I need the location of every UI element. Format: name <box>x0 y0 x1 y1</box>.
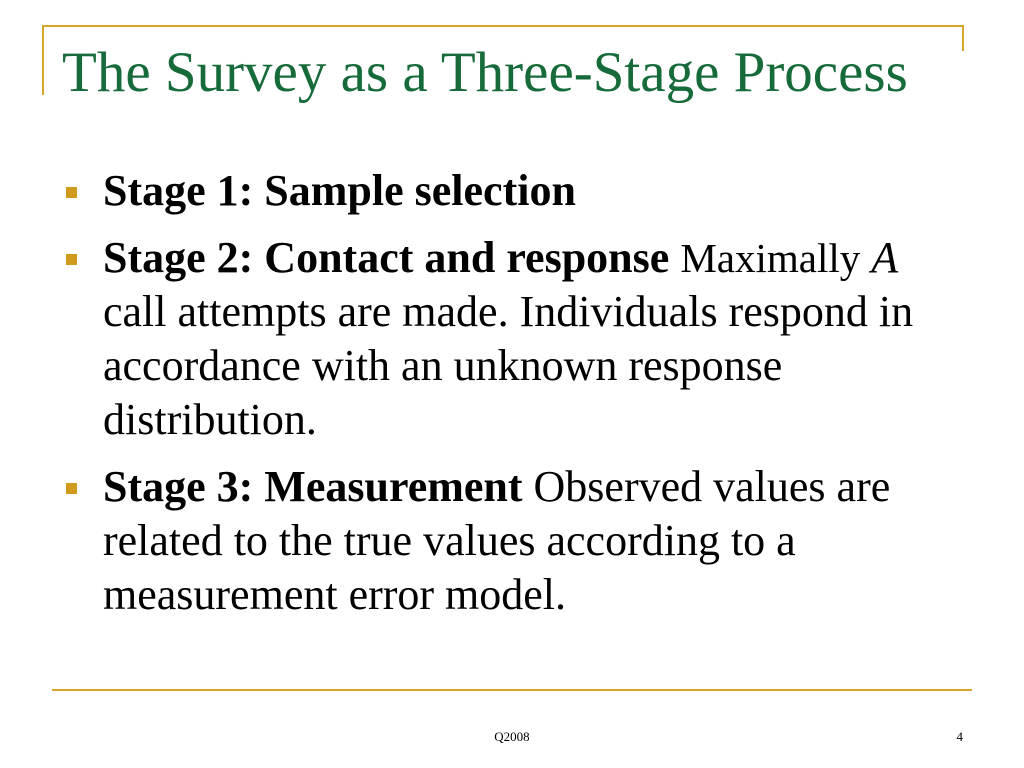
bullet-heading: Stage 3: Measurement <box>103 462 523 511</box>
top-frame-rule <box>42 25 964 27</box>
footer-rule <box>52 689 972 691</box>
bullet-item-stage-3 <box>0 460 1024 622</box>
bullet-continuation-line: related to the true values according to a <box>103 516 796 565</box>
slide-title: The Survey as a Three-Stage Process <box>62 41 908 104</box>
bullet-item-stage-1 <box>0 164 1024 218</box>
bullet-heading: Stage 1: Sample selection <box>103 166 576 215</box>
variable-symbol: A <box>871 233 899 282</box>
bullet-line <box>103 164 1024 218</box>
bullet-intro-text: Observed values are <box>533 462 891 511</box>
page-number: 4 <box>956 729 963 744</box>
bullet-continuation-line: measurement error model. <box>103 570 567 619</box>
left-frame-rule <box>42 25 44 95</box>
bullet-continuation-line: call attempts are made. Individuals respond in <box>103 287 914 336</box>
square-bullet-icon <box>66 187 77 198</box>
square-bullet-icon <box>66 254 77 265</box>
bullet-continuation-line: accordance with an unknown response <box>103 341 783 390</box>
bullet-heading: Stage 2: Contact and response <box>103 233 670 282</box>
bullet-line <box>103 460 1024 514</box>
square-bullet-icon <box>66 483 77 494</box>
bullet-item-stage-2 <box>0 231 1024 447</box>
bullet-line <box>103 231 1024 285</box>
footer-label: Q2008 <box>494 729 530 744</box>
bullet-list <box>0 164 1024 635</box>
right-frame-tick <box>962 25 964 51</box>
bullet-continuation-line: distribution. <box>103 395 317 444</box>
bullet-intro-text: Maximally <box>680 235 861 281</box>
